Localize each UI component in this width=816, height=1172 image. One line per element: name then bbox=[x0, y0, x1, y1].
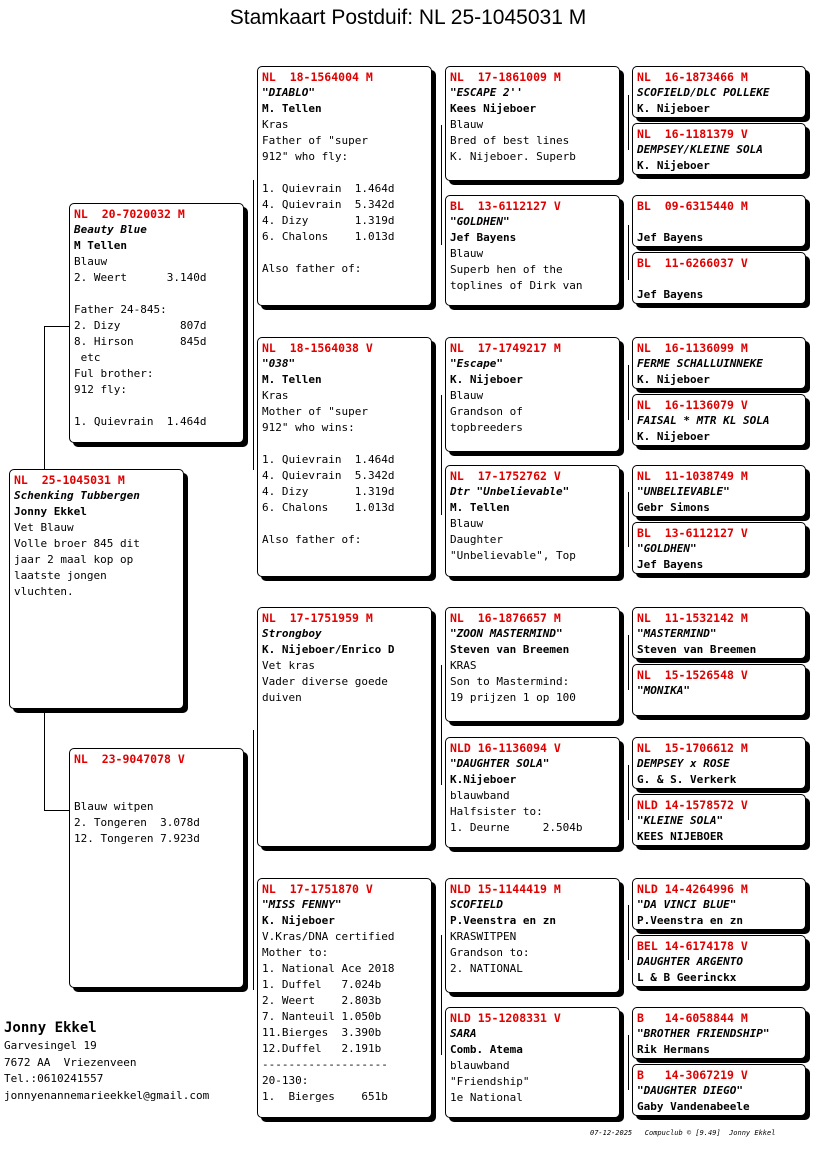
pigeon-owner: Steven van Breemen bbox=[637, 643, 757, 656]
pigeon-owner: L & B Geerinckx bbox=[637, 971, 737, 984]
info-line: Blauw bbox=[74, 255, 108, 268]
info-line bbox=[262, 436, 427, 452]
ring-number: NL 17-1751870 V bbox=[262, 882, 373, 896]
pigeon-name: Beauty Blue bbox=[74, 223, 147, 236]
info-line: 4. Dizy 1.319d bbox=[262, 214, 395, 227]
info-line: 1e National bbox=[450, 1091, 523, 1104]
ring-number: BEL 14-6174178 V bbox=[637, 939, 748, 953]
dam-dam-card[interactable] bbox=[257, 878, 432, 1118]
pigeon-owner: K. Nijeboer bbox=[262, 914, 335, 927]
gen4-card-4[interactable] bbox=[632, 252, 806, 304]
info-line: Blauw bbox=[450, 118, 484, 131]
connector-line bbox=[628, 1035, 629, 1090]
gen4-card-12[interactable] bbox=[632, 794, 806, 846]
info-line: 6. Chalons 1.013d bbox=[262, 230, 395, 243]
pigeon-owner: K. Nijeboer bbox=[637, 102, 710, 115]
pigeon-owner: Gaby Vandenabeele bbox=[637, 1100, 750, 1113]
ring-number: BL 11-6266037 V bbox=[637, 256, 748, 270]
pigeon-name bbox=[637, 214, 801, 230]
dam-sire-card[interactable] bbox=[257, 607, 432, 847]
info-line: Ful brother: bbox=[74, 367, 154, 380]
info-line bbox=[262, 165, 427, 181]
pigeon-owner: M. Tellen bbox=[262, 373, 322, 386]
pigeon-name: "BROTHER FRIENDSHIP" bbox=[637, 1027, 770, 1040]
pigeon-name: "UNBELIEVABLE" bbox=[637, 485, 730, 498]
info-line bbox=[262, 245, 427, 261]
pigeon-owner: Gebr Simons bbox=[637, 501, 710, 514]
info-line: KRASWITPEN bbox=[450, 930, 517, 943]
gen4-card-13[interactable] bbox=[632, 878, 806, 930]
pigeon-name: Schenking Tubbergen bbox=[14, 489, 140, 502]
ring-number: NL 11-1038749 M bbox=[637, 469, 748, 483]
pigeon-owner: G. & S. Verkerk bbox=[637, 773, 737, 786]
ring-number: NL 16-1873466 M bbox=[637, 70, 748, 84]
gen4-card-15[interactable] bbox=[632, 1007, 806, 1059]
ring-number: NL 17-1752762 V bbox=[450, 469, 561, 483]
pigeon-name: "DAUGHTER DIEGO" bbox=[637, 1084, 743, 1097]
ring-number: B 14-3067219 V bbox=[637, 1068, 748, 1082]
info-line: 2. NATIONAL bbox=[450, 962, 523, 975]
info-line: Also father of: bbox=[262, 533, 362, 546]
ggparent-card-dds[interactable] bbox=[445, 878, 620, 993]
info-line: Mother of "super bbox=[262, 405, 368, 418]
info-line: Vet Blauw bbox=[14, 521, 74, 534]
pigeon-name: Dtr "Unbelievable" bbox=[450, 485, 570, 498]
info-line: 11.Bierges 3.390b bbox=[262, 1026, 382, 1039]
pigeon-name: "GOLDHEN" bbox=[450, 215, 510, 228]
subject-pigeon-card[interactable] bbox=[9, 469, 184, 709]
pigeon-owner: KEES NIJEBOER bbox=[637, 830, 724, 843]
info-line: Also father of: bbox=[262, 262, 362, 275]
footer-credit: 07-12-2025 Compuclub © [9.49] Jonny Ekkel bbox=[590, 1129, 776, 1137]
pigeon-owner: K.Nijeboer bbox=[450, 773, 517, 786]
pigeon-owner: K. Nijeboer bbox=[637, 373, 710, 386]
pigeon-owner: M. Tellen bbox=[262, 102, 322, 115]
info-line: KRAS bbox=[450, 659, 477, 672]
ring-number: NLD 15-1208331 V bbox=[450, 1011, 561, 1025]
pigeon-owner: Kees Nijeboer bbox=[450, 102, 537, 115]
info-line: Daughter bbox=[450, 533, 503, 546]
pigeon-name: "MASTERMIND" bbox=[637, 627, 717, 640]
pigeon-name: "DIABLO" bbox=[262, 86, 315, 99]
info-line: toplines of Dirk van bbox=[450, 279, 583, 292]
info-line: etc bbox=[74, 351, 101, 364]
info-line: 1. Duffel 7.024b bbox=[262, 978, 382, 991]
pigeon-owner: Rik Hermans bbox=[637, 1043, 710, 1056]
info-line: 12. Tongeren 7.923d bbox=[74, 832, 200, 845]
gen4-card-10[interactable] bbox=[632, 664, 806, 716]
connector-line bbox=[253, 730, 254, 990]
info-line: Superb hen of the bbox=[450, 263, 563, 276]
info-line: Kras bbox=[262, 389, 289, 402]
pigeon-name: FAISAL * MTR KL SOLA bbox=[637, 414, 770, 427]
connector-line bbox=[253, 180, 254, 470]
info-line: 2. Weert 3.140d bbox=[74, 271, 207, 284]
info-line: 1. Bierges 651b bbox=[262, 1090, 388, 1103]
info-line: blauwband bbox=[450, 1059, 510, 1072]
pigeon-owner: Jef Bayens bbox=[637, 558, 704, 571]
connector-line bbox=[628, 635, 629, 690]
ring-number: NL 16-1136099 M bbox=[637, 341, 748, 355]
info-line: ------------------- bbox=[262, 1058, 388, 1071]
info-line: Bred of best lines bbox=[450, 134, 570, 147]
owner-address-block bbox=[4, 1018, 209, 1104]
info-line: 1. National Ace 2018 bbox=[262, 962, 395, 975]
connector-line bbox=[44, 326, 70, 327]
gen4-card-3[interactable] bbox=[632, 195, 806, 247]
ring-number: BL 13-6112127 V bbox=[637, 526, 748, 540]
info-line: laatste jongen bbox=[14, 569, 107, 582]
pigeon-name: "MONIKA" bbox=[637, 684, 690, 697]
pigeon-name: DAUGHTER ARGENTO bbox=[637, 955, 743, 968]
gen4-card-7[interactable] bbox=[632, 465, 806, 517]
pigeon-name: "038" bbox=[262, 357, 296, 370]
ring-number: NL 18-1564038 V bbox=[262, 341, 373, 355]
ggparent-card-dsd[interactable] bbox=[445, 737, 620, 848]
ring-number: NL 16-1136079 V bbox=[637, 398, 748, 412]
info-line: blauwband bbox=[450, 789, 510, 802]
gen4-card-5[interactable] bbox=[632, 337, 806, 389]
ring-number: NL 16-1876657 M bbox=[450, 611, 561, 625]
info-line: Halfsister to: bbox=[450, 805, 543, 818]
info-line: Blauw bbox=[450, 389, 484, 402]
connector-line bbox=[44, 810, 70, 811]
info-line: Volle broer 845 dit bbox=[14, 537, 140, 550]
ring-number: NL 20-7020032 M bbox=[74, 207, 185, 221]
gen4-card-9[interactable] bbox=[632, 607, 806, 659]
info-line: V.Kras/DNA certified bbox=[262, 930, 395, 943]
info-line: "Friendship" bbox=[450, 1075, 530, 1088]
info-line bbox=[74, 398, 239, 414]
info-line: jaar 2 maal kop op bbox=[14, 553, 134, 566]
info-line bbox=[262, 516, 427, 532]
pigeon-name: Strongboy bbox=[262, 627, 322, 640]
ring-number: NL 23-9047078 V bbox=[74, 752, 185, 766]
pigeon-name: "ZOON MASTERMIND" bbox=[450, 627, 563, 640]
pigeon-name: SCOFIELD/DLC POLLEKE bbox=[637, 86, 770, 99]
connector-line bbox=[441, 665, 442, 785]
ring-number: NLD 15-1144419 M bbox=[450, 882, 561, 896]
pigeon-owner: P.Veenstra en zn bbox=[450, 914, 556, 927]
connector-line bbox=[628, 95, 629, 150]
info-line: 1. Quievrain 1.464d bbox=[262, 182, 395, 195]
ring-number: NL 17-1751959 M bbox=[262, 611, 373, 625]
pigeon-owner bbox=[74, 783, 239, 799]
info-line: 912 fly: bbox=[74, 383, 127, 396]
info-line: "Unbelievable", Top bbox=[450, 549, 576, 562]
pigeon-name: "Escape" bbox=[450, 357, 503, 370]
connector-line bbox=[44, 710, 45, 810]
info-line: Grandson of bbox=[450, 405, 523, 418]
pigeon-owner: Jef Bayens bbox=[637, 231, 704, 244]
connector-line bbox=[628, 905, 629, 960]
pigeon-name: DEMPSEY/KLEINE SOLA bbox=[637, 143, 763, 156]
info-line: Blauw witpen bbox=[74, 800, 154, 813]
gen4-card-1[interactable] bbox=[632, 66, 806, 118]
connector-line bbox=[44, 326, 45, 469]
ring-number: NL 11-1532142 M bbox=[637, 611, 748, 625]
dam-card[interactable] bbox=[69, 748, 244, 988]
ring-number: NL 15-1526548 V bbox=[637, 668, 748, 682]
info-line: Vader diverse goede bbox=[262, 675, 388, 688]
pigeon-owner bbox=[637, 699, 801, 715]
pigeon-owner: Steven van Breemen bbox=[450, 643, 570, 656]
pigeon-name bbox=[637, 271, 801, 287]
pigeon-name: SCOFIELD bbox=[450, 898, 503, 911]
info-line: Kras bbox=[262, 118, 289, 131]
connector-line bbox=[628, 765, 629, 820]
owner-city: 7672 AA Vriezenveen bbox=[4, 1055, 137, 1069]
ring-number: B 14-6058844 M bbox=[637, 1011, 748, 1025]
info-line: 7. Nanteuil 1.050b bbox=[262, 1010, 382, 1023]
ggparent-card-ddd[interactable] bbox=[445, 1007, 620, 1118]
ring-number: NL 17-1749217 M bbox=[450, 341, 561, 355]
info-line: 1. Quievrain 1.464d bbox=[262, 453, 395, 466]
info-line: 6. Chalons 1.013d bbox=[262, 501, 395, 514]
info-line: 4. Quievrain 5.342d bbox=[262, 198, 395, 211]
info-line: Grandson to: bbox=[450, 946, 530, 959]
info-line: 8. Hirson 845d bbox=[74, 335, 207, 348]
connector-line bbox=[628, 492, 629, 547]
sire-card[interactable] bbox=[69, 203, 244, 443]
pigeon-name bbox=[74, 767, 239, 783]
info-line: Blauw bbox=[450, 247, 484, 260]
info-line: 4. Quievrain 5.342d bbox=[262, 469, 395, 482]
info-line: 1. Deurne 2.504b bbox=[450, 821, 583, 834]
pigeon-owner: P.Veenstra en zn bbox=[637, 914, 743, 927]
connector-line bbox=[441, 125, 442, 245]
connector-line bbox=[441, 395, 442, 515]
info-line: vluchten. bbox=[14, 585, 74, 598]
pigeon-name: "MISS FENNY" bbox=[262, 898, 342, 911]
info-line: 1. Quievrain 1.464d bbox=[74, 415, 207, 428]
pigeon-name: "KLEINE SOLA" bbox=[637, 814, 724, 827]
pigeon-owner: Jef Bayens bbox=[637, 288, 704, 301]
ring-number: NL 15-1706612 M bbox=[637, 741, 748, 755]
owner-phone: Tel.:0610241557 bbox=[4, 1072, 104, 1085]
info-line bbox=[74, 286, 239, 302]
pigeon-owner: M Tellen bbox=[74, 239, 127, 252]
sire-dam-card[interactable] bbox=[257, 337, 432, 577]
pigeon-name: DEMPSEY x ROSE bbox=[637, 757, 730, 770]
info-line: Father 24-845: bbox=[74, 303, 167, 316]
ring-number: NLD 14-4264996 M bbox=[637, 882, 748, 896]
info-line: K. Nijeboer. Superb bbox=[450, 150, 576, 163]
pigeon-name: "DA VINCI BLUE" bbox=[637, 898, 737, 911]
info-line: duiven bbox=[262, 691, 302, 704]
info-line: Vet kras bbox=[262, 659, 315, 672]
ring-number: NL 18-1564004 M bbox=[262, 70, 373, 84]
info-line: 2. Tongeren 3.078d bbox=[74, 816, 200, 829]
ring-number: BL 13-6112127 V bbox=[450, 199, 561, 213]
info-line: Mother to: bbox=[262, 946, 329, 959]
pigeon-owner: K. Nijeboer bbox=[450, 373, 523, 386]
connector-line bbox=[441, 935, 442, 1055]
pigeon-name: FERME SCHALLUINNEKE bbox=[637, 357, 763, 370]
info-line: 4. Dizy 1.319d bbox=[262, 485, 395, 498]
gen4-card-11[interactable] bbox=[632, 737, 806, 789]
ggparent-card-sdd[interactable] bbox=[445, 465, 620, 577]
info-line: 2. Dizy 807d bbox=[74, 319, 207, 332]
info-line: Blauw bbox=[450, 517, 484, 530]
owner-email: jonnyenannemarieekkel@gmail.com bbox=[4, 1088, 210, 1102]
ggparent-card-ssd[interactable] bbox=[445, 195, 620, 306]
pigeon-name: "GOLDHEN" bbox=[637, 542, 697, 555]
page-title: Stamkaart Postduif: NL 25-1045031 M bbox=[229, 6, 587, 29]
ring-number: BL 09-6315440 M bbox=[637, 199, 748, 213]
ring-number: NL 17-1861009 M bbox=[450, 70, 561, 84]
gen4-card-14[interactable] bbox=[632, 935, 806, 987]
info-line: 20-130: bbox=[262, 1074, 309, 1087]
pigeon-owner: Jef Bayens bbox=[450, 231, 517, 244]
pigeon-name: "DAUGHTER SOLA" bbox=[450, 757, 550, 770]
ggparent-card-dss[interactable] bbox=[445, 607, 620, 722]
gen4-card-2[interactable] bbox=[632, 123, 806, 175]
pigeon-owner: K. Nijeboer bbox=[637, 430, 710, 443]
pigeon-name: SARA bbox=[450, 1027, 477, 1040]
pigeon-owner: K. Nijeboer/Enrico D bbox=[262, 643, 395, 656]
pigeon-owner: Jonny Ekkel bbox=[14, 505, 87, 518]
gen4-card-8[interactable] bbox=[632, 522, 806, 574]
info-line: 912" who wins: bbox=[262, 421, 355, 434]
ggparent-card-sds[interactable] bbox=[445, 337, 620, 452]
connector-line bbox=[628, 225, 629, 280]
pigeon-name: "ESCAPE 2'' bbox=[450, 86, 523, 99]
info-line: 12.Duffel 2.191b bbox=[262, 1042, 382, 1055]
info-line: 19 prijzen 1 op 100 bbox=[450, 691, 576, 704]
info-line: Father of "super bbox=[262, 134, 368, 147]
ring-number: NL 16-1181379 V bbox=[637, 127, 748, 141]
info-line: Son to Mastermind: bbox=[450, 675, 570, 688]
ggparent-card-sss[interactable] bbox=[445, 66, 620, 181]
info-line: 2. Weert 2.803b bbox=[262, 994, 382, 1007]
pigeon-owner: Comb. Atema bbox=[450, 1043, 523, 1056]
pigeon-owner: K. Nijeboer bbox=[637, 159, 710, 172]
sire-sire-card[interactable] bbox=[257, 66, 432, 306]
info-line: 912" who fly: bbox=[262, 150, 349, 163]
ring-number: NLD 14-1578572 V bbox=[637, 798, 748, 812]
owner-name: Jonny Ekkel bbox=[4, 1020, 97, 1036]
pigeon-owner: M. Tellen bbox=[450, 501, 510, 514]
ring-number: NLD 16-1136094 V bbox=[450, 741, 561, 755]
connector-line bbox=[628, 365, 629, 420]
info-line: topbreeders bbox=[450, 421, 523, 434]
gen4-card-6[interactable] bbox=[632, 394, 806, 446]
owner-street: Garvesingel 19 bbox=[4, 1039, 97, 1052]
ring-number: NL 25-1045031 M bbox=[14, 473, 125, 487]
gen4-card-16[interactable] bbox=[632, 1064, 806, 1116]
